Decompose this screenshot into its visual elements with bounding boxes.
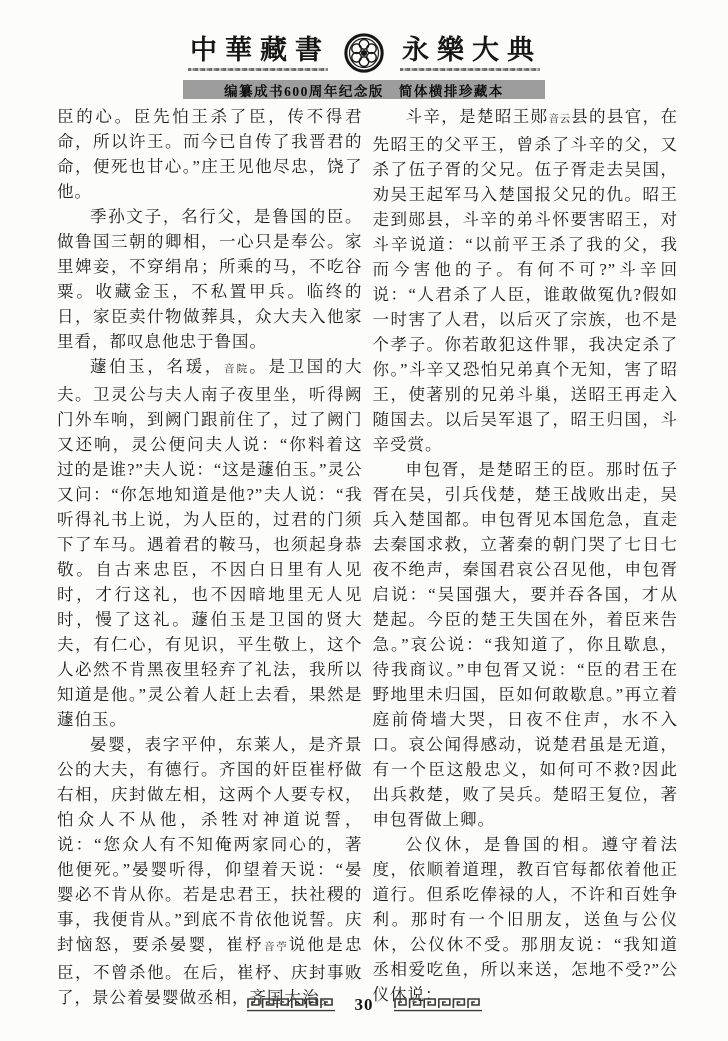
paragraph-text: 臣的心。臣先怕王杀了臣，传不得君命，所以许王。而今已自传了我晋君的命，便死也甘心。”庄王见他尽忠，饶了他。 [57, 107, 363, 201]
paragraph-text: 申包胥，是楚昭王的臣。那时伍子胥在吴，引兵伐楚，楚王战败出走，吴兵入楚国都。申包胥见本国危急，直走去秦国求救，立著秦的朝门哭了七日七夜不绝声，秦国君哀公召见他，申包胥启说：“吴国强大，要并吞各国，才从楚起。今臣的楚王失国在外，着臣来告急。”哀公说：“我知道了，你且歇息，待我商议。”申包胥又说：“臣的君王在野地里未归国，臣如何敢歇息。”再立着庭前倚墙大哭，日夜不住声，水不入口。哀公闻得感动，说楚君虽是无道，有一个臣这般忠义，如何可不救?因此出兵救楚，败了吴兵。楚昭王复位，著申包胥做上卿。 [372, 460, 678, 829]
flower-seal-icon [343, 32, 385, 74]
paragraph [373, 457, 679, 832]
paragraph [57, 204, 363, 354]
paragraph [373, 832, 679, 1007]
brand-title-right: 永樂大典 [398, 35, 542, 71]
brand-row [0, 33, 728, 73]
pronunciation-note: 音苧 [263, 942, 289, 953]
edition-subtitle-banner: 编纂成书600周年纪念版 简体横排珍藏本 [183, 80, 545, 99]
paragraph-text: 县的县官，在先昭王的父平王，曾杀了斗辛的父，又杀了伍子胥的父兄。伍子胥走去吴国，劝吴王起军马入楚国报父兄的仇。昭王走到郧县，斗辛的弟斗怀要害昭王，对斗辛说道：“以前平王杀了我的父，我而今害他的子。有何不可?”斗辛回说：“人君杀了人臣，谁敢做冤仇?假如一时害了人君，以后灭了宗族，也不是个孝子。你若敢犯这件罪，我决定杀了你。”斗辛又恐怕兄弟真个无知，害了昭王，使著别的兄弟斗巢，送昭王再走入随国去。以后吴军退了，昭王归国，斗辛受赏。 [372, 107, 679, 454]
paragraph-text: 斗辛，是楚昭王郧 [405, 107, 549, 126]
pronunciation-note: 音云 [548, 114, 572, 125]
paragraph [57, 732, 363, 1010]
paragraph [57, 104, 363, 204]
paragraph-text: 说他是忠臣，不曾杀他。在后，崔杼、庆封事败了，景公着晏婴做丞相，齐国大治。 [57, 935, 363, 1007]
page-header [0, 0, 728, 99]
greek-fret-ornament-left [247, 998, 335, 1012]
brand-title-left: 中華藏書 [186, 35, 330, 71]
text-column-right [373, 104, 679, 1010]
text-columns [0, 99, 728, 1010]
text-column-left [57, 104, 363, 1010]
greek-fret-ornament-right [394, 998, 482, 1012]
paragraph-text: 蘧伯玉，名瑗， [90, 357, 224, 376]
paragraph [373, 104, 679, 457]
page-number: 30 [354, 995, 374, 1014]
pronunciation-note: 音院 [224, 364, 250, 375]
paragraph [57, 354, 363, 732]
paragraph-text: 晏婴，表字平仲，东莱人，是齐景公的大夫，有德行。齐国的奸臣崔杼做右相，庆封做左相，这两个人要专权，怕众人不从他，杀牲对神道说誓，说：“您众人有不知俺两家同心的，著他便死。”晏婴听得，仰望着天说：“晏婴必不肯从你。若是忠君王，扶社稷的事，我便肯从。”到底不肯依他说誓。庆封恼怒，要杀晏婴，崔杼 [57, 735, 363, 954]
paragraph-text: 公仪休，是鲁国的相。遵守着法度，依顺着道理，教百官每都依着他正道行。但系吃俸禄的人，不许和百姓争利。那时有一个旧朋友，送鱼与公仪休，公仪休不受。那朋友说：“我知道丞相爱吃鱼，所以来送，怎地不受?”公仪休说： [372, 835, 678, 1004]
paragraph-text: 季孙文子，名行父，是鲁国的臣。做鲁国三朝的卿相，一心只是奉公。家里婢妾，不穿绢帛；所乘的马，不吃谷粟。收藏金玉，不私置甲兵。临终的日，家臣卖什物做葬具，众大夫入他家里看，都叹息他忠于鲁国。 [57, 207, 363, 351]
page-footer [0, 995, 728, 1015]
paragraph-text: 。是卫国的大夫。卫灵公与夫人南子夜里坐，听得阙门外车响，到阙门跟前住了，过了阙门又还响，灵公便问夫人说：“你料着这过的是谁?”夫人说：“这是蘧伯玉。”灵公又问：“你怎地知道是他?”夫人说：“我听得礼书上说，为人臣的，过君的门须下了车马。遇着君的鞍马，也须起身恭敬。自古来忠臣，不因白日里有人见时，才行这礼，也不因暗地里无人见时，慢了这礼。蘧伯玉是卫国的贤大夫，有仁心，有见识，平生敬上，这个人必然不肯黑夜里轻弃了礼法，我所以知道是他。”灵公着人赶上去看，果然是蘧伯玉。 [57, 357, 363, 729]
